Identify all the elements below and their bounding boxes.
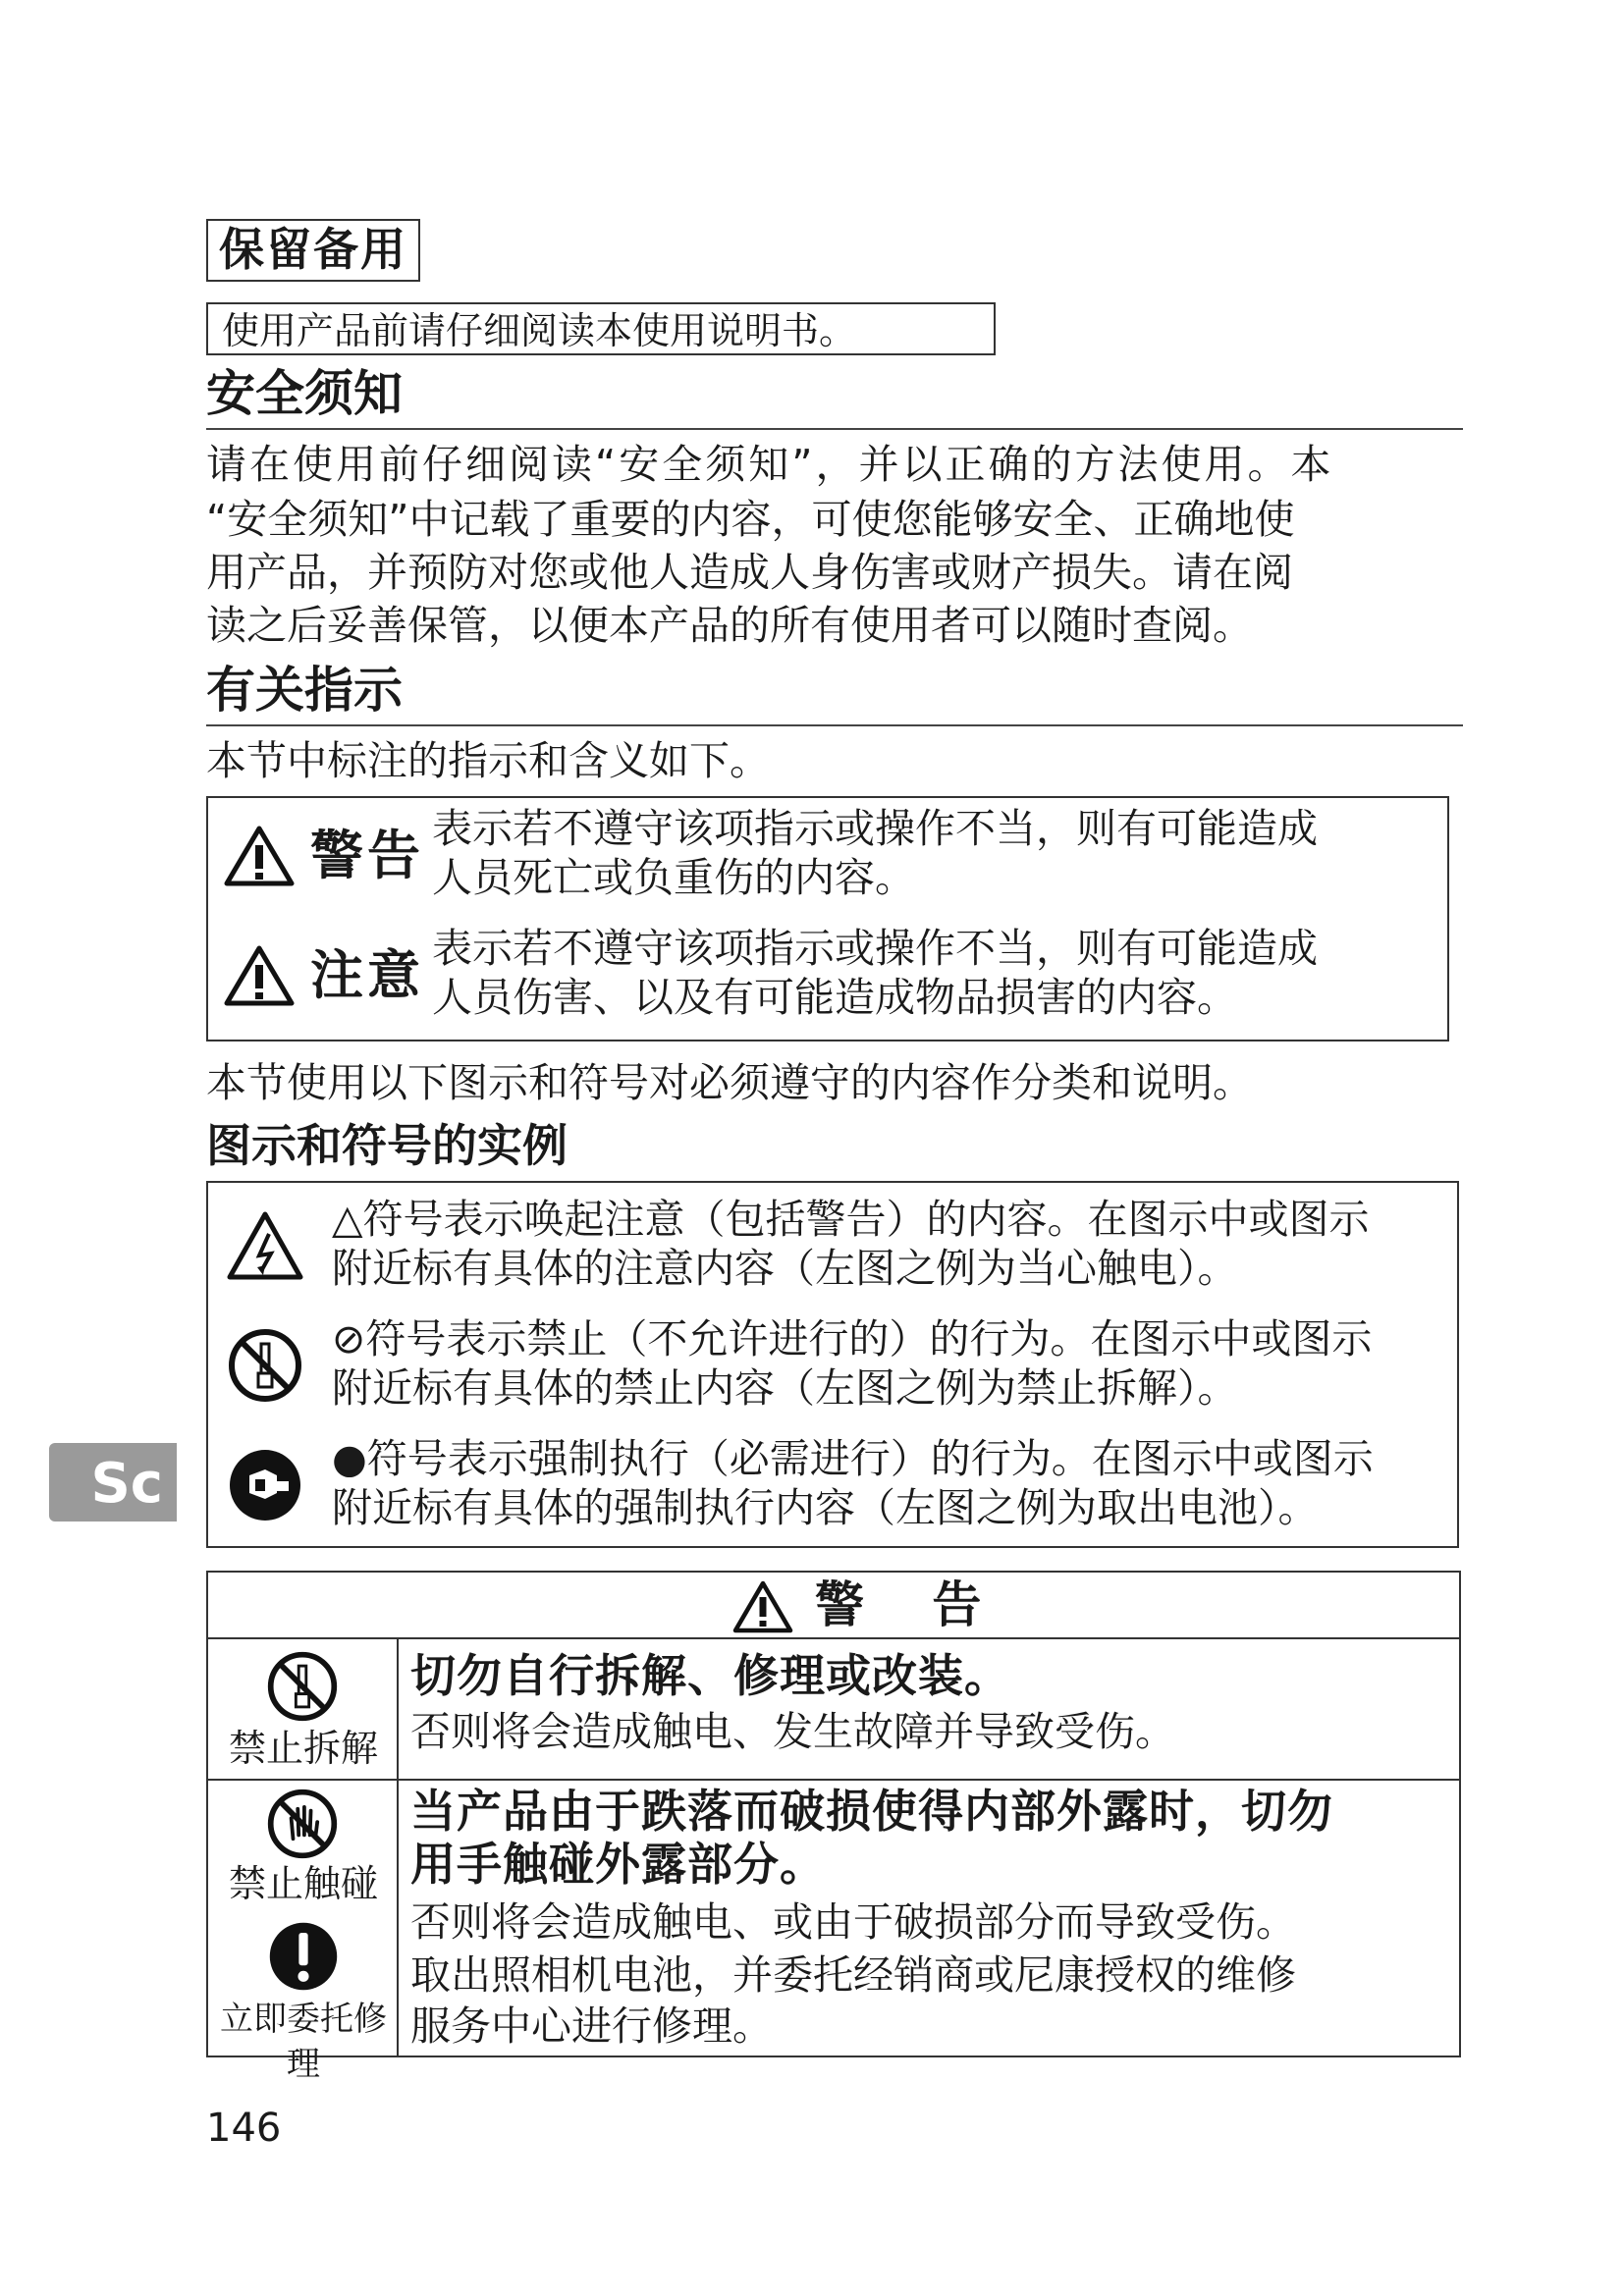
row1-heading: 切勿自行拆解、修理或改装。 [410,1649,1010,1702]
caution-triangle-icon [224,945,295,1006]
mandatory-repair-icon [267,1920,340,1993]
caution-description-line-1: 表示若不遵守该项指示或操作不当，则有可能造成 [432,925,1318,972]
page-number: 146 [206,2106,282,2151]
no-disassembly-icon [226,1326,304,1405]
warning-table-header [208,1573,1459,1639]
electric-shock-caution-icon [226,1206,304,1285]
example-caution-row [208,1187,1457,1305]
row2-icon-cell [208,1781,399,2084]
warning-label: 警告 [310,825,424,886]
no-disassembly-icon [265,1649,340,1724]
row2-text-line-2: 取出照相机电池，并委托经销商或尼康授权的维修 [410,1951,1296,1999]
indications-intro: 本节中标注的指示和含义如下。 [206,737,770,784]
example-prohibition-text [332,1314,1451,1413]
warning-description-line-2: 人员死亡或负重伤的内容。 [432,854,915,901]
no-touch-icon [265,1787,340,1861]
example-caution-text [332,1195,1451,1293]
symbol-examples-box [206,1181,1459,1548]
example-prohibition-line-1: ⊘符号表示禁止（不允许进行的）的行为。在图示中或图示 [332,1315,1373,1362]
no-disassembly-caption: 禁止拆解 [228,1727,378,1770]
row2-heading-line-2: 用手触碰外露部分。 [410,1838,826,1891]
safety-divider [206,428,1463,430]
caution-description [432,924,1443,1022]
warning-signal-row [208,800,1447,908]
safety-paragraph-line-4: 读之后妥善保管，以便本产品的所有使用者可以随时查阅。 [206,602,1253,649]
example-mandatory-row [208,1426,1457,1544]
reserve-badge: 保留备用 [206,219,420,282]
row2-text-line-3: 服务中心进行修理。 [410,2002,773,2050]
warning-triangle-icon [732,1580,793,1633]
indications-divider [206,724,1463,726]
indications-heading: 有关指示 [206,662,403,719]
safety-paragraph-line-3: 用产品，并预防对您或他人造成人身伤害或财产损失。请在阅 [206,549,1293,596]
read-manual-notice: 使用产品前请仔细阅读本使用说明书。 [206,302,996,355]
row1-text: 否则将会造成触电、发生故障并导致受伤。 [410,1708,1175,1755]
row1-icon-cell [208,1637,399,1779]
example-mandatory-line-1: ●符号表示强制执行（必需进行）的行为。在图示中或图示 [332,1435,1374,1482]
caution-label: 注意 [310,944,424,1006]
example-prohibition-line-2: 附近标有具体的禁止内容（左图之例为禁止拆解）。 [332,1364,1238,1412]
signal-words-box [206,796,1449,1041]
example-caution-line-1: △符号表示唤起注意（包括警告）的内容。在图示中或图示 [332,1196,1370,1243]
warning-description-line-1: 表示若不遵守该项指示或操作不当，则有可能造成 [432,805,1318,852]
warning-table [206,1571,1461,2084]
language-tab: Sc [49,1443,177,1522]
remove-battery-icon [226,1446,304,1524]
warning-triangle-icon [224,826,295,886]
safety-heading: 安全须知 [206,365,403,422]
caution-description-line-2: 人员伤害、以及有可能造成物品损害的内容。 [432,974,1237,1021]
example-mandatory-text [332,1434,1451,1532]
safety-paragraph-line-2: “安全须知”中记载了重要的内容，可使您能够安全、正确地使 [206,496,1295,543]
warning-table-title: 警 告 [815,1576,1007,1633]
symbols-intro: 本节使用以下图示和符号对必须遵守的内容作分类和说明。 [206,1059,1253,1106]
example-prohibition-row [208,1307,1457,1424]
repair-immediately-caption: 立即委托修理 [220,2000,387,2084]
caution-signal-row [208,920,1447,1028]
examples-heading: 图示和符号的实例 [206,1119,568,1172]
example-mandatory-line-2: 附近标有具体的强制执行内容（左图之例为取出电池）。 [332,1484,1319,1531]
row2-text-line-1: 否则将会造成触电、或由于破损部分而导致受伤。 [410,1898,1296,1946]
no-touch-caption: 禁止触碰 [228,1862,378,1905]
safety-paragraph-line-1: 请在使用前仔细阅读“安全须知”，并以正确的方法使用。本 [206,441,1334,488]
row2-heading-line-1: 当产品由于跌落而破损使得内部外露时，切勿 [410,1785,1333,1838]
example-caution-line-2: 附近标有具体的注意内容（左图之例为当心触电）。 [332,1245,1238,1292]
warning-description [432,804,1443,902]
